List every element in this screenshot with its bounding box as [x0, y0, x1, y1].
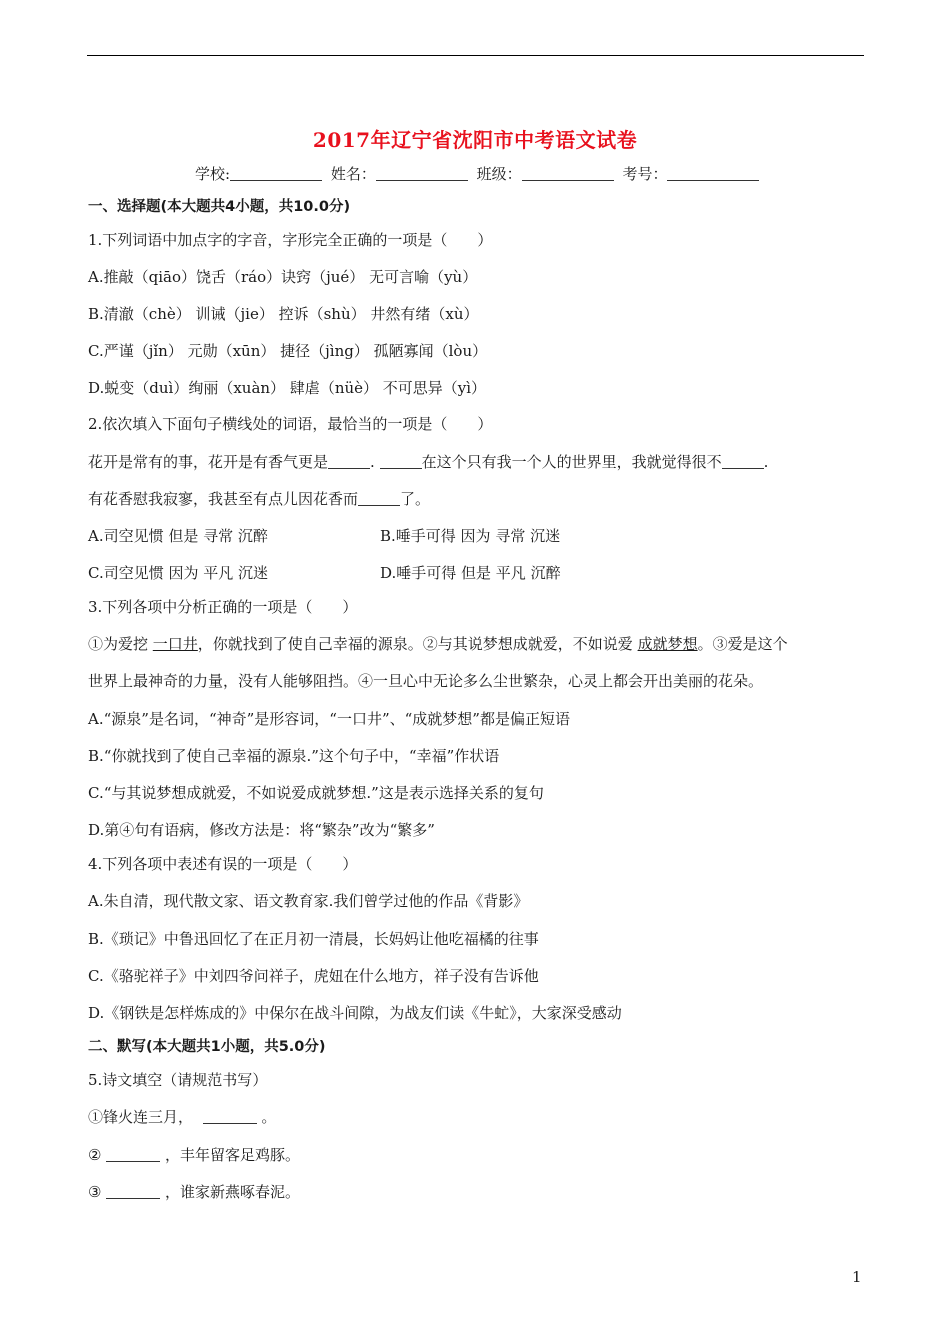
- q5-line1: [88, 1107, 276, 1127]
- q2-text-3: 在这个只有我一个人的世界里，我就觉得很不: [421, 453, 722, 471]
- q3-option-c: C.“与其说梦想成就爱，不如说爱成就梦想.”这是表示选择关系的复句: [88, 784, 544, 802]
- q2-blank-2[interactable]: [380, 454, 422, 469]
- q1-option-b: B.清澈（chè） 训诫（jie） 控诉（shù） 井然有绪（xù）: [88, 305, 479, 323]
- q3-passage-line1: [88, 634, 788, 654]
- q1-stem: 1.下列词语中加点字的字音，字形完全正确的一项是（ ）: [88, 231, 493, 249]
- q1-option-a: A.推敲（qiāo）饶舌（ráo）诀窍（jué） 无可言喻（yù）: [88, 268, 478, 286]
- q2-text-5: 有花香慰我寂寥，我甚至有点儿因花香而: [88, 490, 359, 508]
- q3-text-1: ①为爱挖: [88, 635, 153, 653]
- q5-text-2: 。: [261, 1108, 277, 1126]
- q4-option-a: A.朱自清，现代散文家、语文教育家.我们曾学过他的作品《背影》: [88, 892, 529, 910]
- page-number: 1: [852, 1268, 862, 1286]
- q3-option-d: D.第④句有语病，修改方法是：将“繁杂”改为“繁多”: [88, 821, 435, 839]
- q2-options-row2: [88, 563, 268, 583]
- q3-passage-line2: 世界上最神奇的力量，没有人能够阻挡。④一旦心中无论多么尘世繁杂，心灵上都会开出美丽的花朵。: [88, 672, 764, 690]
- q2-text-2: .: [370, 453, 375, 471]
- school-blank[interactable]: [230, 166, 322, 181]
- q2-option-c: C.司空见惯 因为 平凡 沉迷: [88, 564, 269, 582]
- q2-blank-3[interactable]: [722, 454, 764, 469]
- q2-passage-line1: [88, 452, 768, 472]
- student-info-row: [195, 163, 763, 184]
- q5-text-1: ①锋火连三月，: [88, 1108, 194, 1126]
- q2-text-1: 花开是常有的事，花开是有香气更是: [88, 453, 329, 471]
- q2-text-6: 了。: [400, 490, 431, 508]
- q5-blank-3[interactable]: [106, 1184, 160, 1199]
- q4-option-b: B.《琐记》中鲁迅回忆了在正月初一清晨，长妈妈让他吃福橘的往事: [88, 930, 539, 948]
- school-label: 学校:: [195, 165, 231, 183]
- q4-stem: 4.下列各项中表述有误的一项是（ ）: [88, 855, 358, 873]
- q3-underlined-2: 成就梦想: [637, 635, 698, 653]
- q2-blank-1[interactable]: [328, 454, 370, 469]
- page-title: 2017年辽宁省沈阳市中考语文试卷: [312, 128, 638, 152]
- name-blank[interactable]: [376, 166, 468, 181]
- q2-passage-line2: [88, 489, 430, 509]
- q4-option-c: C.《骆驼祥子》中刘四爷问祥子，虎妞在什么地方，祥子没有告诉他: [88, 967, 539, 985]
- name-label: 姓名：: [330, 165, 376, 183]
- q3-option-b: B.“你就找到了使自己幸福的源泉.”这个句子中，“幸福”作状语: [88, 747, 500, 765]
- q5-text-3: ②: [88, 1146, 102, 1164]
- section2-heading: 二、默写(本大题共1小题，共5.0分): [88, 1039, 326, 1055]
- q2-text-4: .: [763, 453, 769, 471]
- number-label: 考号：: [622, 165, 668, 183]
- section1-heading: 一、选择题(本大题共4小题，共10.0分): [88, 199, 351, 215]
- q1-option-c: C.严谨（jǐn） 元勋（xūn） 捷径（jìng） 孤陋寡闻（lòu）: [88, 342, 488, 360]
- number-blank[interactable]: [667, 166, 759, 181]
- q3-text-3: 。③爱是这个: [697, 635, 788, 653]
- q4-option-d: D.《钢铁是怎样炼成的》中保尔在战斗间隙，为战友们读《牛虻》，大家深受感动: [88, 1004, 622, 1022]
- q1-option-d: D.蜕变（duì）绚丽（xuàn） 肆虐（nüè） 不可思异（yì）: [88, 379, 487, 397]
- class-label: 班级：: [476, 165, 522, 183]
- q3-text-2: ，你就找到了使自己幸福的源泉。②与其说梦想成就爱，不如说爱: [197, 635, 638, 653]
- q5-blank-2[interactable]: [106, 1147, 160, 1162]
- q5-text-4: ，丰年留客足鸡豚。: [165, 1146, 301, 1164]
- q2-stem: 2.依次填入下面句子横线处的词语，最恰当的一项是（ ）: [88, 415, 493, 433]
- q5-line2: [88, 1145, 300, 1165]
- q5-stem: 5.诗文填空（请规范书写）: [88, 1071, 268, 1089]
- q3-stem: 3.下列各项中分析正确的一项是（ ）: [88, 598, 358, 616]
- class-blank[interactable]: [522, 166, 614, 181]
- q5-blank-1[interactable]: [203, 1109, 257, 1124]
- q3-underlined-1: 一口井: [152, 635, 198, 653]
- q2-options-row1: [88, 526, 268, 546]
- q2-option-d: D.唾手可得 但是 平凡 沉醉: [380, 564, 561, 582]
- q5-text-6: ，谁家新燕啄春泥。: [165, 1183, 301, 1201]
- q2-option-b: B.唾手可得 因为 寻常 沉迷: [380, 527, 561, 545]
- q2-blank-4[interactable]: [358, 491, 400, 506]
- q5-text-5: ③: [88, 1183, 102, 1201]
- header-rule: [87, 55, 864, 56]
- q3-option-a: A.“源泉”是名词，“神奇”是形容词，“一口井”、“成就梦想”都是偏正短语: [88, 710, 570, 728]
- q2-option-a: A.司空见惯 但是 寻常 沉醉: [88, 527, 268, 545]
- q5-line3: [88, 1182, 300, 1202]
